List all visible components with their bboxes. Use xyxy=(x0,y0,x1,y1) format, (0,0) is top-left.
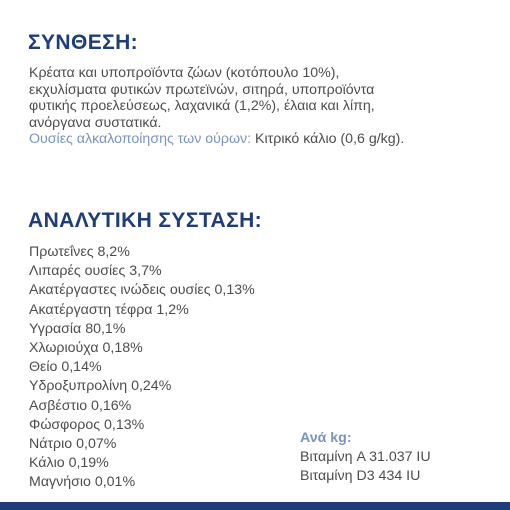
vitamin-a: Βιταμίνη A 31.037 IU xyxy=(300,449,431,466)
urinary-alkalizer-value: Κιτρικό κάλιο (0,6 g/kg). xyxy=(251,131,405,147)
urinary-alkalizer-label: Ουσίες αλκαλοποίησης των ούρων: xyxy=(29,131,252,147)
analysis-item-fat: Λιπαρές ουσίες 3,7% xyxy=(29,263,162,280)
composition-text xyxy=(29,65,504,148)
analysis-item-potassium: Κάλιο 0,19% xyxy=(29,455,109,472)
analysis-item-hydroxyproline: Υδροξυπρολίνη 0,24% xyxy=(29,378,172,395)
analysis-item-magnesium: Μαγνήσιο 0,01% xyxy=(29,474,136,491)
analysis-item-chloride: Χλωριούχα 0,18% xyxy=(29,340,143,357)
vitamin-d3: Βιταμίνη D3 434 IU xyxy=(300,468,421,485)
urinary-alkalizer-line xyxy=(29,131,504,148)
composition-line: ανόργανα συστατικά. xyxy=(29,114,162,131)
analysis-item-moisture: Υγρασία 80,1% xyxy=(29,320,126,337)
analysis-item-sodium: Νάτριο 0,07% xyxy=(29,436,117,453)
vitamins-heading: Ανά kg: xyxy=(300,430,352,446)
composition-line: εκχυλίσματα φυτικών πρωτεϊνών, σιτηρά, υποπροϊόντα xyxy=(29,81,375,98)
analysis-list xyxy=(29,243,255,493)
analysis-item-sulphur: Θείο 0,14% xyxy=(29,359,102,376)
analysis-item-protein: Πρωτεΐνες 8,2% xyxy=(29,244,130,260)
composition-line: Κρέατα και υποπροϊόντα ζώων (κοτόπουλο 10%), xyxy=(29,65,340,81)
bottom-bar xyxy=(0,502,510,510)
vitamins-block xyxy=(300,429,431,487)
analysis-heading: ΑΝΑΛΥΤΙΚΗ ΣΥΣΤΑΣΗ: xyxy=(28,209,263,232)
analysis-item-fibre: Ακατέργαστες ινώδεις ουσίες 0,13% xyxy=(29,282,255,299)
analysis-item-phosphorus: Φώσφορος 0,13% xyxy=(29,416,145,433)
composition-line: φυτικής προελεύσεως, λαχανικά (1,2%), έλαια και λίπη, xyxy=(29,98,375,114)
composition-heading: ΣΥΝΘΕΣΗ: xyxy=(28,31,139,54)
analysis-item-ash: Ακατέργαστη τέφρα 1,2% xyxy=(29,301,189,318)
analysis-item-calcium: Ασβέστιο 0,16% xyxy=(29,397,132,414)
